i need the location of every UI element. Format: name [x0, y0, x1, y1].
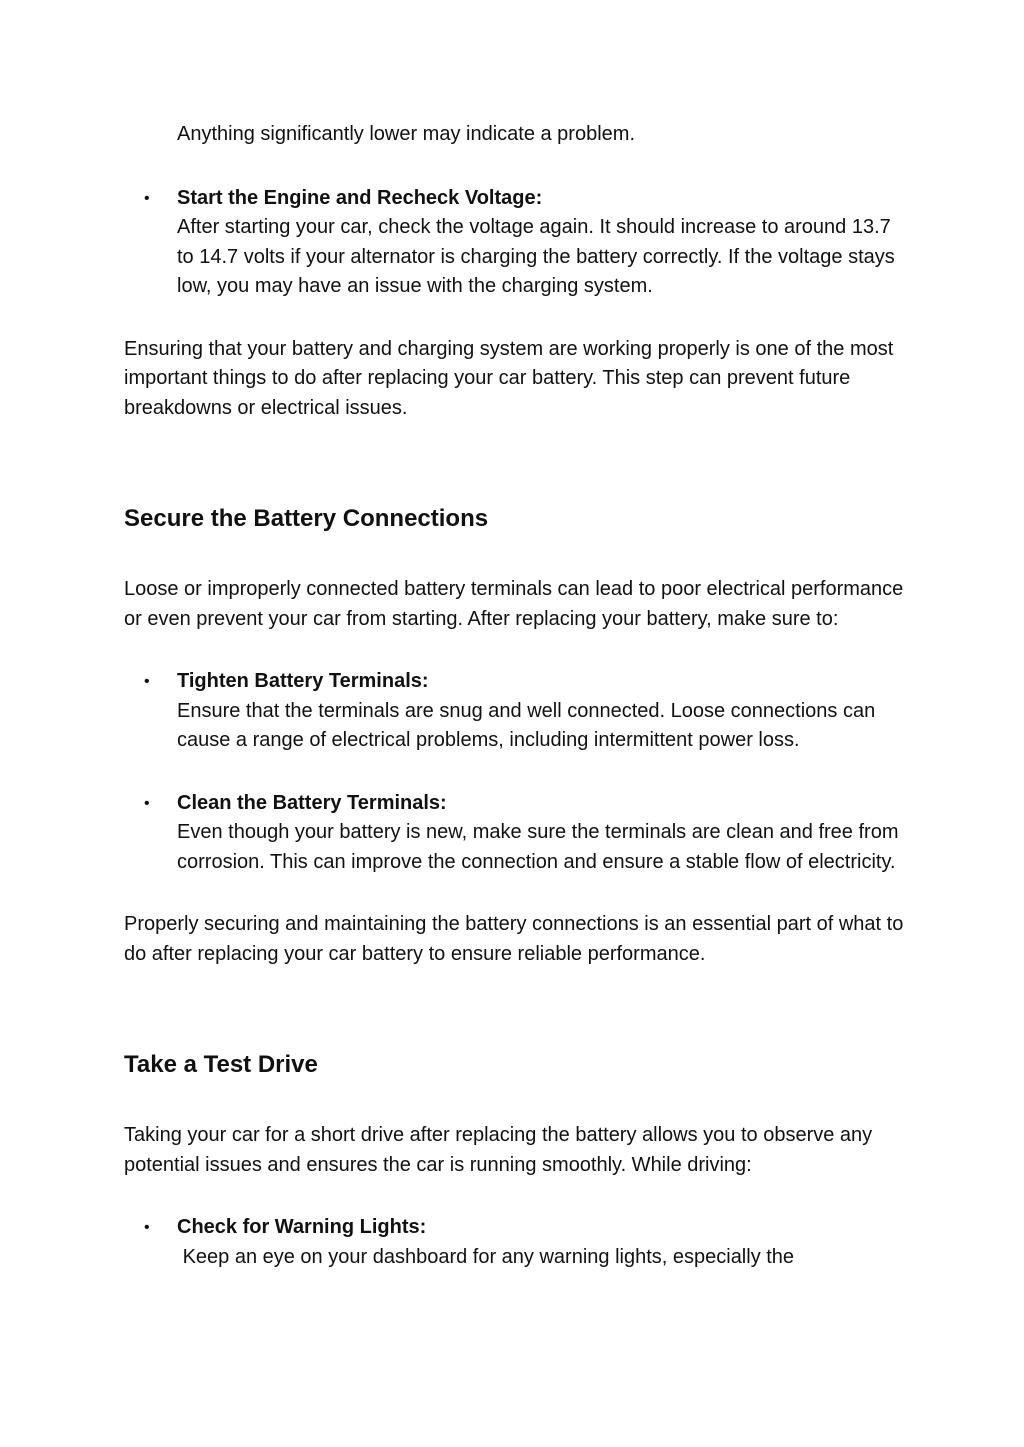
- connections-summary: Properly securing and maintaining the battery connections is an essential part of what to do after replacing your car battery to ensure reliable performance.: [124, 913, 904, 965]
- section-heading-test-drive: Take a Test Drive: [124, 1051, 318, 1078]
- list-item: [124, 667, 904, 756]
- bullet-icon: •: [144, 189, 150, 207]
- document-page: [124, 120, 904, 1272]
- bullet-body: Ensure that the terminals are snug and well connected. Loose connections can cause a range of electrical problems, including intermittent power loss.: [177, 699, 876, 751]
- bullet-body: After starting your car, check the voltage again. It should increase to around 13.7 to 14.7 volts if your alternator is charging the battery correctly. If the voltage stays low, you may have an issue with the charging system.: [177, 216, 895, 297]
- bullet-title: Clean the Battery Terminals:: [177, 791, 447, 814]
- bullet-body: Even though your battery is new, make sure the terminals are clean and free from corrosion. This can improve the connection and ensure a stable flow of electricity.: [177, 821, 899, 873]
- bullet-body: Keep an eye on your dashboard for any warning lights, especially the: [177, 1245, 795, 1268]
- connections-intro: Loose or improperly connected battery terminals can lead to poor electrical performance or even prevent your car from starting. After replacing your battery, make sure to:: [124, 578, 904, 630]
- bullet-title: Start the Engine and Recheck Voltage:: [177, 186, 543, 209]
- bullet-title: Check for Warning Lights:: [177, 1216, 427, 1238]
- voltage-summary: Ensuring that your battery and charging system are working properly is one of the most important things to do after replacing your car battery. This step can prevent future breakdowns or electrical issues.: [124, 337, 894, 419]
- list-item: [124, 1213, 904, 1272]
- bullet-icon: •: [144, 1219, 150, 1236]
- bullet-title: Tighten Battery Terminals:: [177, 670, 429, 692]
- list-item: [124, 789, 904, 878]
- section-heading-connections: Secure the Battery Connections: [124, 505, 489, 532]
- intro-continuation: Anything significantly lower may indicate a problem.: [177, 123, 635, 145]
- bullet-icon: •: [144, 794, 150, 812]
- test-drive-intro: Taking your car for a short drive after replacing the battery allows you to observe any potential issues and ensures the car is running smoothly. While driving:: [124, 1124, 873, 1176]
- bullet-icon: •: [144, 673, 150, 690]
- list-item: [124, 184, 904, 302]
